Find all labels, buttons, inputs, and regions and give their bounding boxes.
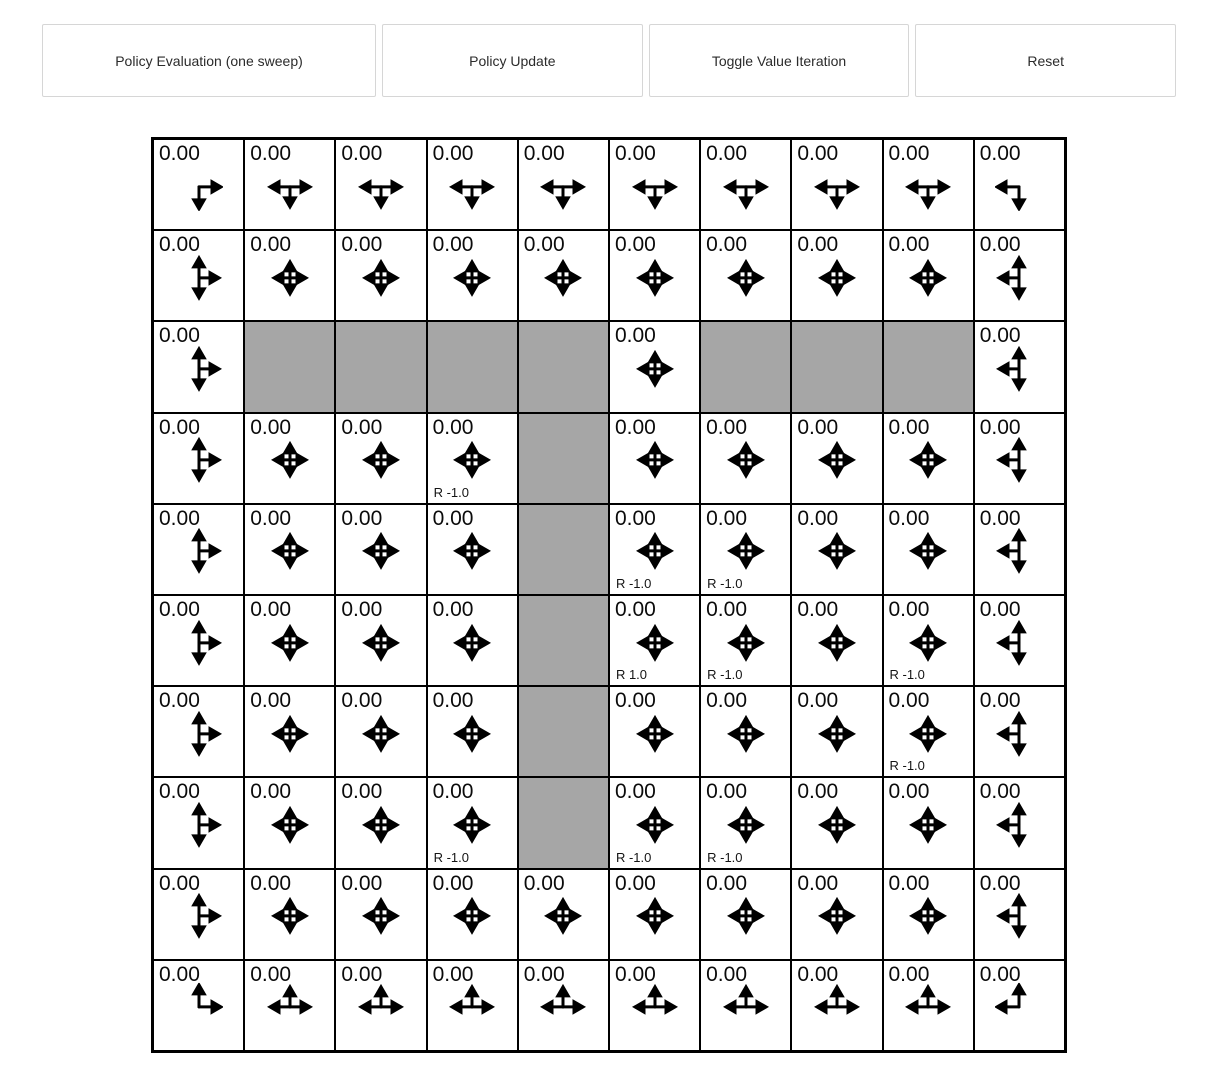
- grid-cell[interactable]: [700, 504, 791, 595]
- reward-label: R -1.0: [889, 667, 925, 683]
- grid-cell[interactable]: [153, 504, 244, 595]
- policy-arrows-icon: [722, 801, 770, 849]
- grid-cell[interactable]: [883, 230, 974, 321]
- grid-cell[interactable]: [153, 777, 244, 868]
- cell-value: 0.00: [432, 962, 474, 986]
- policy-arrows-icon: [631, 710, 679, 758]
- grid-cell[interactable]: [791, 960, 882, 1051]
- cell-value: 0.00: [979, 871, 1021, 895]
- cell-value: 0.00: [159, 142, 200, 165]
- wall-cell: [518, 777, 609, 868]
- grid-cell[interactable]: [609, 504, 700, 595]
- policy-arrows-icon: [904, 892, 952, 940]
- cell-value: 0.00: [706, 233, 747, 257]
- policy-arrows-icon: [175, 892, 223, 940]
- policy-arrows-icon: [175, 618, 223, 666]
- policy-arrows-icon: [357, 892, 405, 940]
- grid-cell[interactable]: [700, 960, 791, 1051]
- policy-arrows-icon: [175, 163, 223, 211]
- cell-value: 0.00: [432, 233, 474, 257]
- cell-value: 0.00: [888, 962, 930, 986]
- policy-arrows-icon: [539, 163, 587, 211]
- cell-value: 0.00: [341, 233, 383, 257]
- grid-cell[interactable]: [883, 139, 974, 230]
- cell-value: 0.00: [979, 780, 1021, 804]
- policy-arrows-icon: [539, 892, 587, 940]
- cell-value: 0.00: [706, 142, 747, 165]
- grid-cell[interactable]: [609, 777, 700, 868]
- cell-value: 0.00: [159, 780, 200, 804]
- grid-cell[interactable]: [791, 413, 882, 504]
- policy-arrows-icon: [175, 527, 223, 575]
- cell-value: 0.00: [523, 142, 565, 165]
- grid-cell[interactable]: [883, 504, 974, 595]
- grid-cell[interactable]: [153, 413, 244, 504]
- grid-cell[interactable]: [791, 595, 882, 686]
- cell-value: 0.00: [979, 233, 1021, 257]
- grid-cell[interactable]: [609, 413, 700, 504]
- cell-value: 0.00: [614, 506, 656, 530]
- reward-label: R -1.0: [707, 575, 743, 591]
- cell-value: 0.00: [614, 871, 656, 895]
- grid-cell[interactable]: [335, 230, 426, 321]
- cell-value: 0.00: [888, 415, 930, 439]
- grid-cell[interactable]: [335, 869, 426, 960]
- grid-cell[interactable]: [153, 230, 244, 321]
- policy-arrows-icon: [631, 163, 679, 211]
- grid-cell[interactable]: [974, 139, 1065, 230]
- policy-arrows-icon: [813, 163, 861, 211]
- policy-arrows-icon: [813, 710, 861, 758]
- policy-arrows-icon: [722, 618, 770, 666]
- cell-value: 0.00: [706, 871, 747, 895]
- policy-arrows-icon: [631, 892, 679, 940]
- reward-label: R -1.0: [615, 849, 652, 865]
- cell-value: 0.00: [614, 689, 656, 713]
- cell-value: 0.00: [797, 142, 839, 165]
- cell-value: 0.00: [159, 597, 200, 621]
- policy-arrows-icon: [357, 710, 405, 758]
- policy-arrows-icon: [813, 254, 861, 302]
- grid-cell[interactable]: [883, 686, 974, 777]
- policy-arrows-icon: [904, 436, 952, 484]
- cell-value: 0.00: [250, 506, 292, 530]
- grid-cell[interactable]: [700, 777, 791, 868]
- grid-cell[interactable]: [609, 230, 700, 321]
- grid-cell[interactable]: [609, 139, 700, 230]
- policy-arrows-icon: [539, 254, 587, 302]
- cell-value: 0.00: [250, 142, 292, 165]
- cell-value: 0.00: [888, 142, 930, 165]
- grid-cell[interactable]: [335, 139, 426, 230]
- grid-cell[interactable]: [335, 686, 426, 777]
- cell-value: 0.00: [432, 689, 474, 713]
- cell-value: 0.00: [888, 233, 930, 257]
- grid-cell[interactable]: [883, 595, 974, 686]
- cell-value: 0.00: [341, 689, 383, 713]
- policy-arrows-icon: [722, 163, 770, 211]
- grid-cell[interactable]: [609, 686, 700, 777]
- reward-label: R -1.0: [889, 758, 925, 774]
- wall-cell: [335, 321, 426, 412]
- grid-cell[interactable]: [427, 139, 518, 230]
- grid-cell[interactable]: [427, 230, 518, 321]
- grid-cell[interactable]: [700, 595, 791, 686]
- policy-arrows-icon: [357, 618, 405, 666]
- policy-arrows-icon: [266, 436, 314, 484]
- policy-evaluation-button[interactable]: Policy Evaluation (one sweep): [42, 24, 376, 97]
- policy-arrows-icon: [266, 254, 314, 302]
- policy-arrows-icon: [995, 710, 1043, 758]
- cell-value: 0.00: [614, 233, 656, 257]
- cell-value: 0.00: [614, 780, 656, 804]
- grid-cell[interactable]: [244, 777, 335, 868]
- policy-arrows-icon: [904, 254, 952, 302]
- cell-value: 0.00: [797, 689, 839, 713]
- wall-cell: [427, 321, 518, 412]
- policy-arrows-icon: [266, 527, 314, 575]
- grid-cell[interactable]: [518, 869, 609, 960]
- cell-value: 0.00: [432, 871, 474, 895]
- grid-cell[interactable]: [427, 960, 518, 1051]
- policy-arrows-icon: [995, 436, 1043, 484]
- policy-arrows-icon: [266, 163, 314, 211]
- cell-value: 0.00: [888, 506, 930, 530]
- grid-cell[interactable]: [244, 230, 335, 321]
- wall-cell: [518, 413, 609, 504]
- toolbar: [42, 24, 1176, 97]
- policy-arrows-icon: [357, 801, 405, 849]
- grid-cell[interactable]: [518, 139, 609, 230]
- cell-value: 0.00: [432, 780, 474, 804]
- policy-arrows-icon: [813, 801, 861, 849]
- policy-arrows-icon: [357, 254, 405, 302]
- reward-label: R -1.0: [433, 484, 469, 500]
- grid-cell[interactable]: [974, 504, 1065, 595]
- grid-cell[interactable]: [883, 413, 974, 504]
- policy-arrows-icon: [357, 983, 405, 1031]
- grid-cell[interactable]: [153, 686, 244, 777]
- grid-cell[interactable]: [791, 686, 882, 777]
- wall-cell: [518, 504, 609, 595]
- policy-arrows-icon: [631, 618, 679, 666]
- grid-cell[interactable]: [518, 230, 609, 321]
- cell-value: 0.00: [979, 689, 1021, 713]
- grid-cell[interactable]: [518, 960, 609, 1051]
- policy-arrows-icon: [539, 983, 587, 1031]
- policy-arrows-icon: [904, 801, 952, 849]
- cell-value: 0.00: [706, 780, 747, 804]
- policy-arrows-icon: [995, 801, 1043, 849]
- cell-value: 0.00: [250, 689, 292, 713]
- policy-arrows-icon: [813, 892, 861, 940]
- policy-arrows-icon: [722, 892, 770, 940]
- grid-cell[interactable]: [974, 686, 1065, 777]
- policy-arrows-icon: [175, 801, 223, 849]
- cell-value: 0.00: [614, 415, 656, 439]
- policy-arrows-icon: [266, 710, 314, 758]
- cell-value: 0.00: [706, 962, 747, 986]
- cell-value: 0.00: [979, 142, 1021, 165]
- policy-arrows-icon: [722, 710, 770, 758]
- grid-cell[interactable]: [244, 869, 335, 960]
- policy-arrows-icon: [722, 254, 770, 302]
- policy-arrows-icon: [631, 345, 679, 393]
- policy-arrows-icon: [175, 710, 223, 758]
- grid-cell[interactable]: [791, 777, 882, 868]
- grid-cell[interactable]: [700, 413, 791, 504]
- cell-value: 0.00: [159, 415, 200, 439]
- policy-arrows-icon: [175, 983, 223, 1031]
- grid-cell[interactable]: [883, 869, 974, 960]
- cell-value: 0.00: [523, 871, 565, 895]
- grid-cell[interactable]: [974, 321, 1065, 412]
- cell-value: 0.00: [979, 962, 1021, 986]
- cell-value: 0.00: [341, 962, 383, 986]
- grid-cell[interactable]: [153, 869, 244, 960]
- grid-cell[interactable]: [974, 595, 1065, 686]
- grid-cell[interactable]: [700, 869, 791, 960]
- cell-value: 0.00: [432, 415, 474, 439]
- grid-cell[interactable]: [700, 686, 791, 777]
- grid-cell[interactable]: [427, 686, 518, 777]
- grid-cell[interactable]: [791, 869, 882, 960]
- policy-arrows-icon: [995, 983, 1043, 1031]
- grid-cell[interactable]: [791, 504, 882, 595]
- cell-value: 0.00: [797, 597, 839, 621]
- cell-value: 0.00: [159, 689, 200, 713]
- cell-value: 0.00: [888, 780, 930, 804]
- policy-arrows-icon: [448, 163, 496, 211]
- grid-cell[interactable]: [153, 321, 244, 412]
- wall-cell: [700, 321, 791, 412]
- policy-arrows-icon: [266, 983, 314, 1031]
- cell-value: 0.00: [797, 871, 839, 895]
- grid-cell[interactable]: [244, 686, 335, 777]
- cell-value: 0.00: [979, 415, 1021, 439]
- grid-cell[interactable]: [427, 413, 518, 504]
- policy-update-button[interactable]: Policy Update: [382, 24, 643, 97]
- policy-arrows-icon: [631, 527, 679, 575]
- policy-arrows-icon: [722, 527, 770, 575]
- grid-cell[interactable]: [700, 139, 791, 230]
- policy-arrows-icon: [448, 436, 496, 484]
- wall-cell: [244, 321, 335, 412]
- grid-cell[interactable]: [335, 504, 426, 595]
- policy-arrows-icon: [357, 436, 405, 484]
- policy-arrows-icon: [995, 345, 1043, 393]
- policy-arrows-icon: [266, 892, 314, 940]
- policy-arrows-icon: [448, 254, 496, 302]
- policy-arrows-icon: [448, 527, 496, 575]
- grid-cell[interactable]: [609, 595, 700, 686]
- cell-value: 0.00: [250, 415, 292, 439]
- policy-arrows-icon: [448, 983, 496, 1031]
- policy-arrows-icon: [904, 983, 952, 1031]
- grid-cell[interactable]: [153, 139, 244, 230]
- policy-arrows-icon: [448, 801, 496, 849]
- wall-cell: [518, 321, 609, 412]
- wall-cell: [791, 321, 882, 412]
- policy-arrows-icon: [813, 983, 861, 1031]
- grid-cell[interactable]: [883, 960, 974, 1051]
- policy-arrows-icon: [995, 892, 1043, 940]
- cell-value: 0.00: [979, 324, 1021, 348]
- policy-arrows-icon: [175, 345, 223, 393]
- policy-arrows-icon: [813, 436, 861, 484]
- cell-value: 0.00: [432, 142, 474, 165]
- policy-arrows-icon: [722, 983, 770, 1031]
- grid-cell[interactable]: [244, 960, 335, 1051]
- cell-value: 0.00: [159, 962, 200, 986]
- grid-cell[interactable]: [427, 777, 518, 868]
- policy-arrows-icon: [175, 436, 223, 484]
- cell-value: 0.00: [706, 506, 747, 530]
- policy-arrows-icon: [631, 983, 679, 1031]
- grid-cell[interactable]: [427, 504, 518, 595]
- cell-value: 0.00: [341, 506, 383, 530]
- policy-arrows-icon: [904, 163, 952, 211]
- cell-value: 0.00: [159, 324, 200, 348]
- cell-value: 0.00: [341, 415, 383, 439]
- reward-label: R -1.0: [707, 849, 743, 865]
- cell-value: 0.00: [341, 142, 383, 165]
- grid-cell[interactable]: [700, 230, 791, 321]
- grid-cell[interactable]: [153, 960, 244, 1051]
- grid-cell[interactable]: [791, 139, 882, 230]
- cell-value: 0.00: [250, 233, 292, 257]
- policy-arrows-icon: [631, 254, 679, 302]
- grid-cell[interactable]: [335, 595, 426, 686]
- grid-cell[interactable]: [609, 321, 700, 412]
- cell-value: 0.00: [159, 506, 200, 530]
- grid-cell[interactable]: [335, 413, 426, 504]
- cell-value: 0.00: [341, 871, 383, 895]
- grid-cell[interactable]: [244, 504, 335, 595]
- cell-value: 0.00: [797, 506, 839, 530]
- wall-cell: [518, 595, 609, 686]
- wall-cell: [518, 686, 609, 777]
- cell-value: 0.00: [888, 597, 930, 621]
- cell-value: 0.00: [614, 142, 656, 165]
- cell-value: 0.00: [888, 689, 930, 713]
- cell-value: 0.00: [250, 597, 292, 621]
- cell-value: 0.00: [706, 597, 747, 621]
- grid-cell[interactable]: [244, 413, 335, 504]
- cell-value: 0.00: [797, 233, 839, 257]
- reward-label: R -1.0: [707, 667, 743, 683]
- cell-value: 0.00: [797, 780, 839, 804]
- cell-value: 0.00: [432, 506, 474, 530]
- grid-cell[interactable]: [335, 960, 426, 1051]
- cell-value: 0.00: [250, 871, 292, 895]
- cell-value: 0.00: [614, 962, 656, 986]
- reward-label: R -1.0: [615, 575, 652, 591]
- grid-cell[interactable]: [244, 139, 335, 230]
- grid-cell[interactable]: [974, 777, 1065, 868]
- gridworld-grid: [151, 137, 1067, 1053]
- grid-cell[interactable]: [974, 960, 1065, 1051]
- cell-value: 0.00: [341, 597, 383, 621]
- grid-cell[interactable]: [427, 595, 518, 686]
- grid-cell[interactable]: [883, 777, 974, 868]
- policy-arrows-icon: [448, 710, 496, 758]
- reset-button[interactable]: Reset: [915, 24, 1176, 97]
- cell-value: 0.00: [523, 233, 565, 257]
- grid-cell[interactable]: [974, 413, 1065, 504]
- policy-arrows-icon: [813, 618, 861, 666]
- policy-arrows-icon: [175, 254, 223, 302]
- cell-value: 0.00: [979, 506, 1021, 530]
- cell-value: 0.00: [341, 780, 383, 804]
- grid-cell[interactable]: [609, 869, 700, 960]
- cell-value: 0.00: [159, 233, 200, 257]
- reward-label: R 1.0: [615, 667, 648, 683]
- cell-value: 0.00: [614, 324, 656, 348]
- policy-arrows-icon: [357, 527, 405, 575]
- policy-arrows-icon: [995, 163, 1043, 211]
- cell-value: 0.00: [250, 962, 292, 986]
- policy-arrows-icon: [995, 254, 1043, 302]
- cell-value: 0.00: [706, 689, 747, 713]
- grid-cell[interactable]: [244, 595, 335, 686]
- policy-arrows-icon: [813, 527, 861, 575]
- grid-cell[interactable]: [153, 595, 244, 686]
- policy-arrows-icon: [995, 618, 1043, 666]
- cell-value: 0.00: [250, 780, 292, 804]
- policy-arrows-icon: [631, 436, 679, 484]
- cell-value: 0.00: [523, 962, 565, 986]
- policy-arrows-icon: [357, 163, 405, 211]
- grid-cell[interactable]: [974, 230, 1065, 321]
- policy-arrows-icon: [904, 710, 952, 758]
- policy-arrows-icon: [904, 527, 952, 575]
- cell-value: 0.00: [159, 871, 200, 895]
- cell-value: 0.00: [797, 962, 839, 986]
- reward-label: R -1.0: [433, 849, 469, 865]
- cell-value: 0.00: [888, 871, 930, 895]
- toggle-value-iteration-button[interactable]: Toggle Value Iteration: [649, 24, 910, 97]
- policy-arrows-icon: [266, 801, 314, 849]
- grid-cell[interactable]: [427, 869, 518, 960]
- cell-value: 0.00: [706, 415, 747, 439]
- cell-value: 0.00: [614, 597, 656, 621]
- cell-value: 0.00: [797, 415, 839, 439]
- policy-arrows-icon: [995, 527, 1043, 575]
- cell-value: 0.00: [432, 597, 474, 621]
- cell-value: 0.00: [979, 597, 1021, 621]
- grid-cell[interactable]: [791, 230, 882, 321]
- grid-cell[interactable]: [974, 869, 1065, 960]
- policy-arrows-icon: [631, 801, 679, 849]
- policy-arrows-icon: [266, 618, 314, 666]
- policy-arrows-icon: [448, 892, 496, 940]
- policy-arrows-icon: [448, 618, 496, 666]
- wall-cell: [883, 321, 974, 412]
- grid-cell[interactable]: [609, 960, 700, 1051]
- policy-arrows-icon: [904, 618, 952, 666]
- policy-arrows-icon: [722, 436, 770, 484]
- grid-cell[interactable]: [335, 777, 426, 868]
